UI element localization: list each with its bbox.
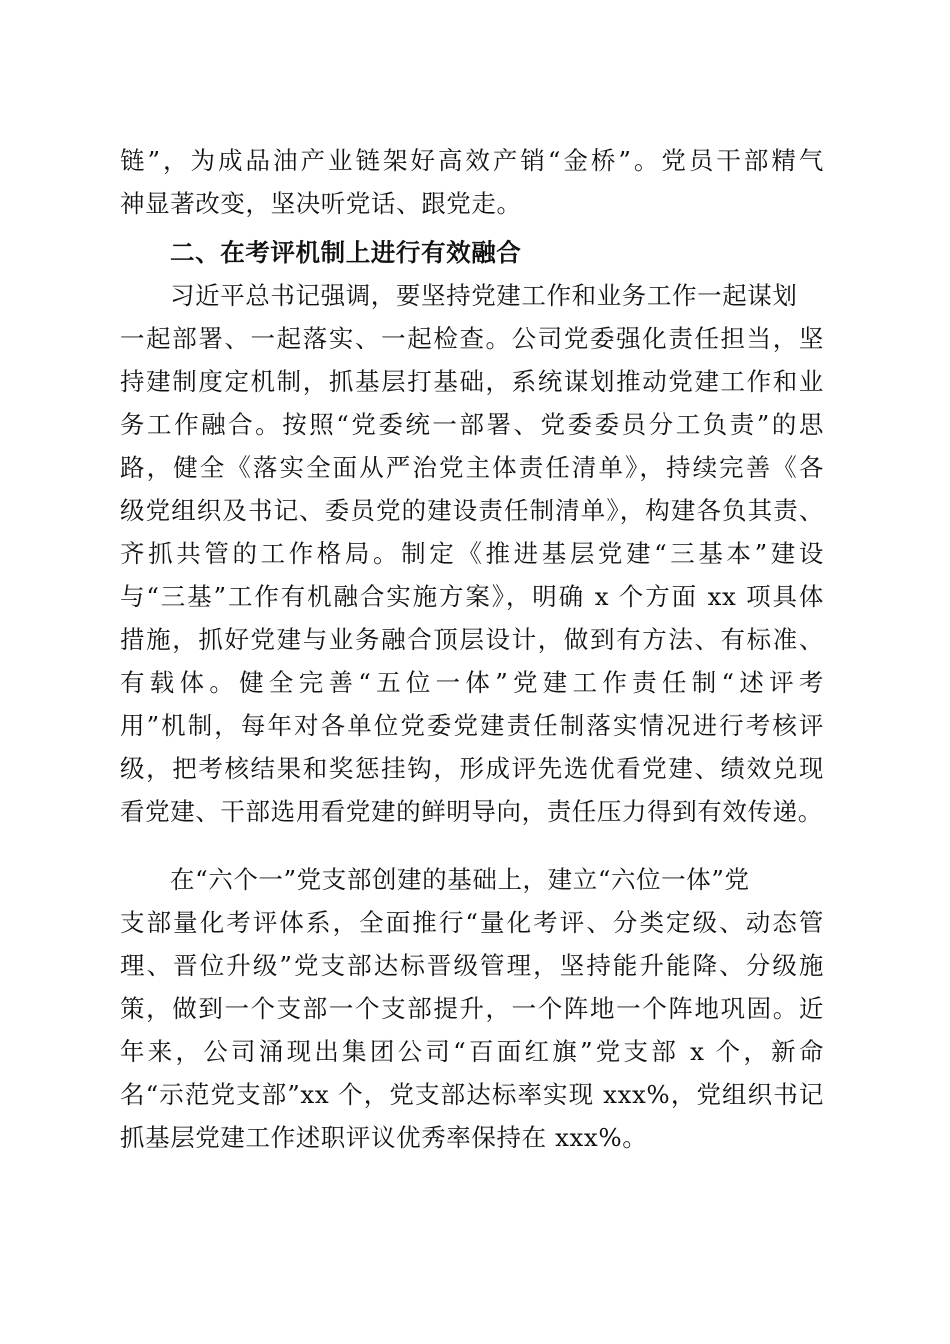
text-line: 策，做到一个支部一个支部提升，一个阵地一个阵地巩固。近 (120, 994, 824, 1023)
text-line: 神显著改变，坚决听党话、跟党走。 (120, 189, 522, 218)
text-line: 在“六个一”党支部创建的基础上，建立“六位一体”党 (170, 865, 750, 894)
text-line: 级，把考核结果和奖惩挂钩，形成评先选优看党建、绩效兑现 (120, 754, 824, 783)
text-line: 用”机制，每年对各单位党委党建责任制落实情况进行考核评 (120, 711, 824, 740)
text-line: 习近平总书记强调，要坚持党建工作和业务工作一起谋划 (170, 281, 798, 310)
text-line: 链”，为成品油产业链架好高效产销“金桥”。党员干部精气 (120, 146, 824, 175)
text-line: 理、晋位升级”党支部达标晋级管理，坚持能升能降、分级施 (120, 951, 824, 980)
text-line: 年来，公司涌现出集团公司“百面红旗”党支部 x 个，新命 (120, 1037, 824, 1066)
text-line: 路，健全《落实全面从严治党主体责任清单》，持续完善《各 (120, 453, 824, 482)
text-line: 看党建、干部选用看党建的鲜明导向，责任压力得到有效传递。 (120, 797, 823, 826)
paragraph-continued (120, 139, 824, 225)
text-line: 措施，抓好党建与业务融合顶层设计，做到有方法、有标准、 (120, 625, 824, 654)
paragraph-branch-assessment (120, 858, 824, 1159)
text-line: 名“示范党支部”xx 个，党支部达标率实现 xxx%，党组织书记 (120, 1080, 824, 1109)
text-line: 级党组织及书记、委员党的建设责任制清单》，构建各负其责、 (120, 496, 824, 525)
text-line: 与“三基”工作有机融合实施方案》，明确 x 个方面 xx 项具体 (120, 582, 824, 611)
text-line: 齐抓共管的工作格局。制定《推进基层党建“三基本”建设 (120, 539, 824, 568)
text-line: 有载体。健全完善“五位一体”党建工作责任制“述评考 (120, 668, 824, 697)
text-line: 一起部署、一起落实、一起检查。公司党委强化责任担当，坚 (120, 324, 824, 353)
text-line: 支部量化考评体系，全面推行“量化考评、分类定级、动态管 (120, 908, 824, 937)
text-line: 务工作融合。按照“党委统一部署、党委委员分工负责”的思 (120, 410, 824, 439)
paragraph-evaluation-mechanism (120, 274, 824, 833)
section-heading: 二、在考评机制上进行有效融合 (170, 238, 522, 267)
text-line: 抓基层党建工作述职评议优秀率保持在 xxx%。 (120, 1123, 648, 1152)
text-line: 持建制度定机制，抓基层打基础，系统谋划推动党建工作和业 (120, 367, 824, 396)
